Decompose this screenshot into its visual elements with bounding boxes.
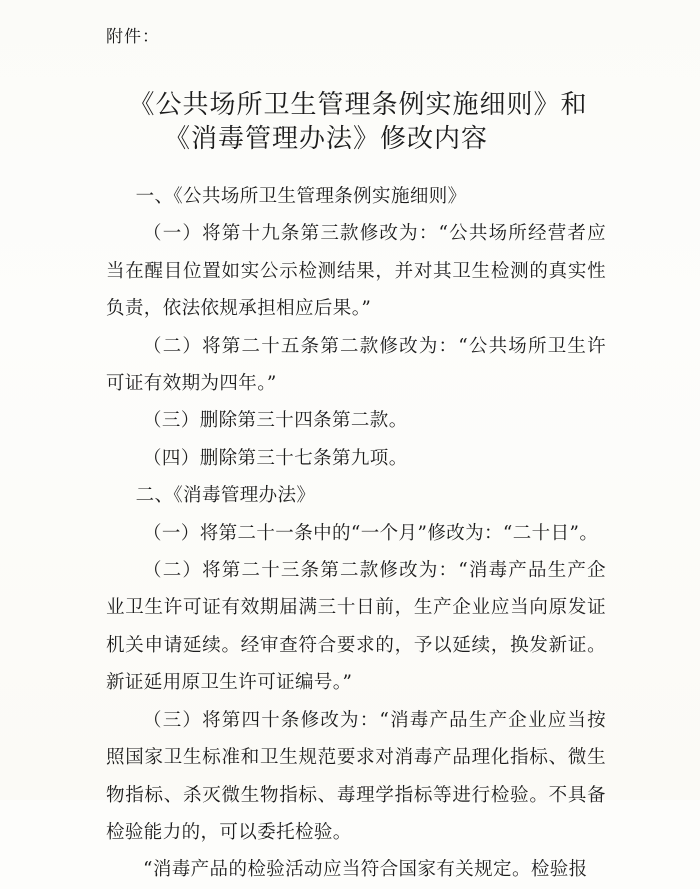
section2-item2: （二）将第二十三条第二款修改为：“消毒产品生产企业卫生许可证有效期届满三十日前，生产企业应当向原发证机关申请延续。经审查符合要求的，予以延续，换发新证。新证延用原卫生许可证编号。”: [106, 560, 606, 694]
document-title-line1: 《公共场所卫生管理条例实施细则》和: [128, 90, 588, 120]
section1-item1: （一）将第十九条第三款修改为：“公共场所经营者应当在醒目位置如实公示检测结果，并对其卫生检测的真实性负责，依法依规承担相应后果。”: [106, 223, 606, 320]
section2-item3-continued: “消毒产品的检验活动应当符合国家有关规定。检验报: [143, 859, 588, 881]
section1-item3: （三）删除第三十四条第二款。: [143, 410, 408, 432]
section1-heading: 一、《公共场所卫生管理条例实施细则》: [135, 186, 467, 207]
section2-item1: （一）将第二十一条中的“一个月”修改为：“二十日”。: [143, 522, 599, 544]
section2-heading: 二、《消毒管理办法》: [135, 485, 316, 507]
document-title-line2: 《消毒管理办法》修改内容: [163, 124, 488, 154]
document-body: [106, 178, 606, 889]
attachment-label: 附件：: [106, 27, 160, 47]
section1-item4: （四）删除第三十七条第九项。: [143, 447, 408, 469]
section2-item3: （三）将第四十条修改为：“消毒产品生产企业应当按照国家卫生标准和卫生规范要求对消毒产品理化指标、微生物指标、杀灭微生物指标、毒理学指标等进行检验。不具备检验能力的，可以委托检验。: [106, 709, 606, 843]
section1-item2: （二）将第二十五条第二款修改为：“公共场所卫生许可证有效期为四年。”: [106, 335, 606, 395]
